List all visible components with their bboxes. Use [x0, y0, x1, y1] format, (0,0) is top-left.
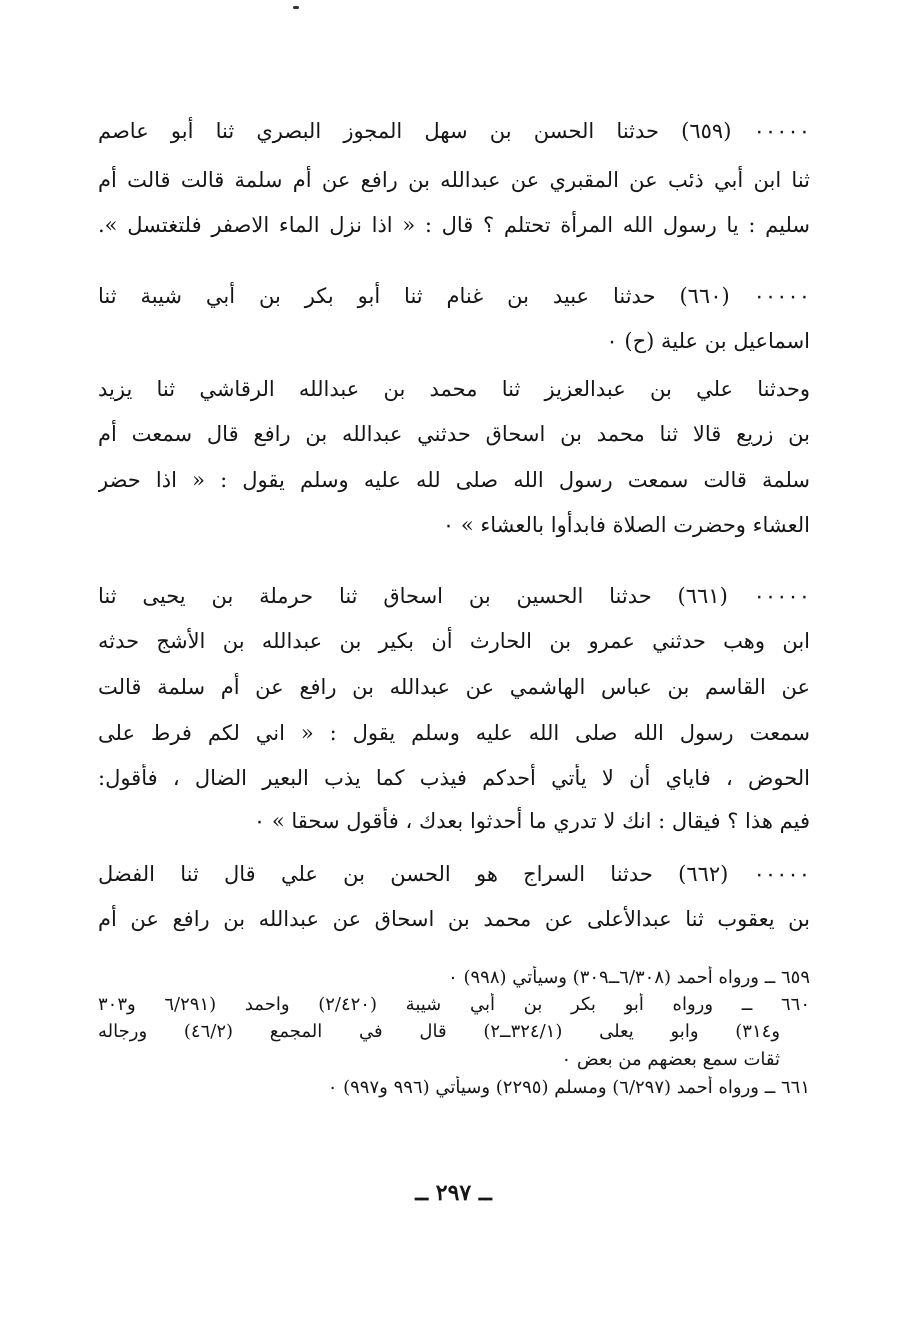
text-line: ٠٠٠٠٠ (٦٦٢) حدثنا السراج هو الحسن بن علي قال ثنا الفضل [98, 862, 810, 886]
text-line: العشاء وحضرت الصلاة فابدأوا بالعشاء » ٠ [442, 513, 810, 537]
footnote-660-cont: ثقات سمع بعضهم من بعض ٠ [561, 1049, 780, 1070]
text-line: ٠٠٠٠٠ (٦٦٠) حدثنا عبيد بن غنام ثنا أبو بكر بن أبي شيبة ثنا [98, 284, 810, 308]
text-line: سليم : يا رسول الله المرأة تحتلم ؟ قال : « اذا نزل الماء الاصفر فلتغتسل ». [98, 213, 810, 237]
text-line: بن يعقوب ثنا عبدالأعلى عن محمد بن اسحاق عن عبدالله بن رافع عن أم [98, 907, 810, 931]
text-line: بن زريع قالا ثنا محمد بن اسحاق حدثني عبدالله بن رافع قال سمعت أم [98, 422, 810, 446]
footnote-660: ٦٦٠ ــ ورواه أبو بكر بن أبي شيبة (٢/٤٢٠) واحمد (٦/٢٩١ و٣٠٣ [98, 994, 810, 1015]
text-line: ابن وهب حدثني عمرو بن الحارث أن بكير بن عبدالله بن الأشج حدثه [98, 629, 810, 653]
text-line: الحوض ، فاياي أن لا يأتي أحدكم فيذب كما يذب البعير الضال ، فأقول: [98, 766, 810, 790]
text-line: اسماعيل بن علية (ح) ٠ [606, 329, 810, 353]
text-line: فيم هذا ؟ فيقال : انك لا تدري ما أحدثوا بعدك ، فأقول سحقا » ٠ [253, 809, 810, 833]
text-line: ٠٠٠٠٠ (٦٦١) حدثنا الحسين بن اسحاق ثنا حرملة بن يحيى ثنا [98, 584, 810, 608]
text-line: وحدثنا علي بن عبدالعزيز ثنا محمد بن عبدالله الرقاشي ثنا يزيد [98, 377, 810, 401]
ink-speck [293, 6, 299, 9]
footnote-661: ٦٦١ ــ ورواه أحمد (٦/٢٩٧) ومسلم (٢٢٩٥) وسيأتي (٩٩٦ و٩٩٧) ٠ [327, 1077, 810, 1098]
footnote-660-cont: و٣١٤) وابو يعلى (٣٢٤/١ــ٢) قال في المجمع (٤٦/٢) ورجاله [98, 1021, 780, 1042]
footnote-659: ٦٥٩ ــ ورواه أحمد (٦/٣٠٨ــ٣٠٩) وسيأتي (٩٩٨) ٠ [448, 967, 810, 988]
text-line: سمعت رسول الله صلى الله عليه وسلم يقول : « اني لكم فرط على [98, 721, 810, 745]
page-number: ــ ٢٩٧ ــ [415, 1180, 492, 1206]
text-line: سلمة قالت سمعت رسول الله صلى لله عليه وسلم يقول : « اذا حضر [98, 468, 810, 492]
text-line: ثنا ابن أبي ذئب عن المقبري عن عبدالله بن رافع عن أم سلمة قالت قالت أم [98, 168, 810, 192]
text-line: عن القاسم بن عباس الهاشمي عن عبدالله بن رافع عن أم سلمة قالت [98, 675, 810, 699]
text-line: ٠٠٠٠٠ (٦٥٩) حدثنا الحسن بن سهل المجوز البصري ثنا أبو عاصم [98, 119, 810, 143]
